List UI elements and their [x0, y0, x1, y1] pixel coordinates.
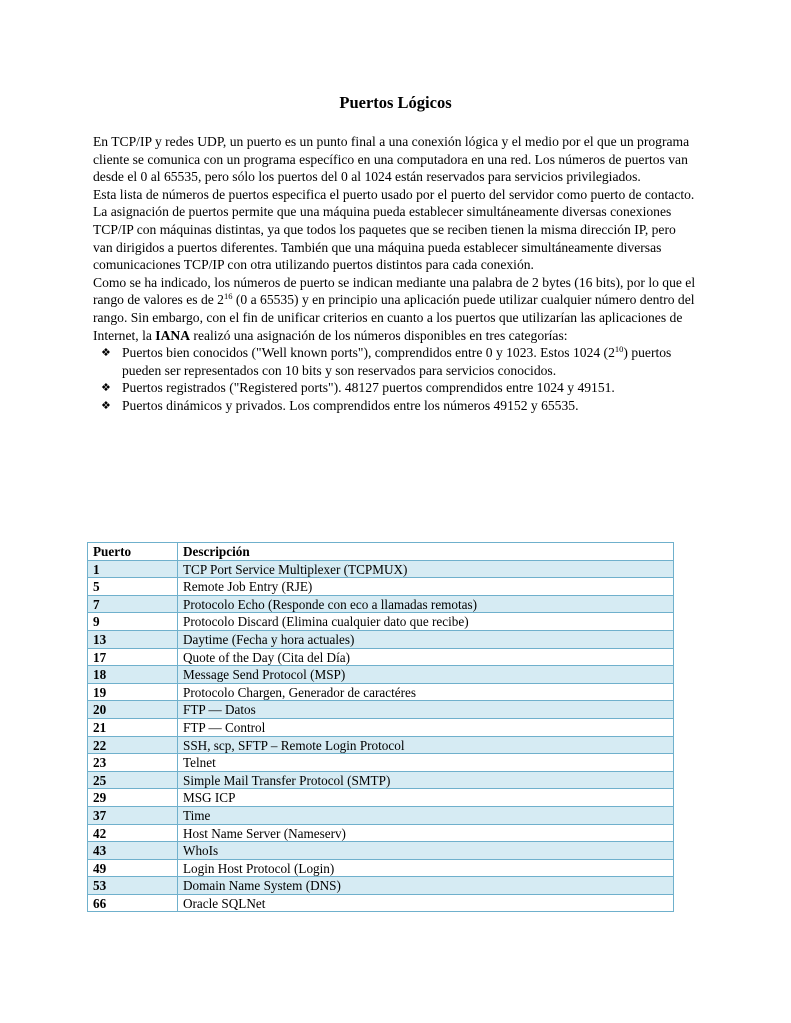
- port-description-cell: Remote Job Entry (RJE): [178, 578, 674, 596]
- port-number-cell: 18: [88, 666, 178, 684]
- diamond-bullet-icon: ❖: [101, 398, 111, 412]
- table-row: [88, 683, 674, 701]
- port-number-cell: 13: [88, 630, 178, 648]
- port-number-cell: 37: [88, 806, 178, 824]
- table-row: [88, 842, 674, 860]
- p4-text-end: realizó una asignación de los números disponibles en tres categorías:: [190, 327, 568, 343]
- port-number-cell: 43: [88, 842, 178, 860]
- port-description-cell: Daytime (Fecha y hora actuales): [178, 630, 674, 648]
- table-row: [88, 824, 674, 842]
- port-description-cell: Quote of the Day (Cita del Día): [178, 648, 674, 666]
- table-row: [88, 771, 674, 789]
- bullet-1-text-start: Puertos bien conocidos ("Well known ports"), comprendidos entre 0 y 1023. Estos 1024 (2: [122, 345, 615, 361]
- port-description-cell: Login Host Protocol (Login): [178, 859, 674, 877]
- diamond-bullet-icon: ❖: [101, 381, 111, 395]
- p4-text-middle: (0 a 65535) y en principio una aplicación puede utilizar cualquier número dentro del rango. Sin embargo, con el fin de unificar criterios en cuanto a los puertos que utilizarían las aplicaciones de Internet, la: [93, 292, 695, 343]
- port-number-cell: 29: [88, 789, 178, 807]
- header-puerto: Puerto: [88, 543, 178, 561]
- port-number-cell: 5: [88, 578, 178, 596]
- port-description-cell: Protocolo Echo (Responde con eco a llamadas remotas): [178, 595, 674, 613]
- port-number-cell: 1: [88, 560, 178, 578]
- port-number-cell: 42: [88, 824, 178, 842]
- port-number-cell: 22: [88, 736, 178, 754]
- table-row: [88, 666, 674, 684]
- table-header-row: [88, 543, 674, 561]
- table-row: [88, 560, 674, 578]
- intro-paragraph-3: La asignación de puertos permite que una máquina pueda establecer simultáneamente diversas conexiones TCP/IP con máquinas distintas, ya que todos los paquetes que se reciben tienen la misma dirección IP, pero van dirigidos a puertos diferentes. También que una máquina pueda establecer simultáneamente diversas comunicaciones TCP/IP con otra utilizando puertos distintos para cada conexión.: [93, 204, 676, 273]
- list-item: [93, 379, 697, 397]
- table-row: [88, 648, 674, 666]
- bullet-1-exponent: 10: [614, 344, 624, 355]
- intro-paragraph-1: En TCP/IP y redes UDP, un puerto es un punto final a una conexión lógica y el medio por el que un programa cliente se comunica con un programa específico en una computadora en una red. Los números de puertos van desde el 0 al 65535, pero sólo los puertos del 0 al 1024 están reservados para servicios privilegiados.: [93, 134, 690, 185]
- port-description-cell: Protocolo Discard (Elimina cualquier dato que recibe): [178, 613, 674, 631]
- table-row: [88, 701, 674, 719]
- intro-paragraph-2: Esta lista de números de puertos especifica el puerto usado por el puerto del servidor como puerto de contacto.: [93, 186, 695, 202]
- port-number-cell: 53: [88, 877, 178, 895]
- port-number-cell: 20: [88, 701, 178, 719]
- table-row: [88, 789, 674, 807]
- list-item: [93, 397, 697, 415]
- port-description-cell: MSG ICP: [178, 789, 674, 807]
- p4-text-start: Como se ha indicado, los números de puerto se indican mediante una palabra de 2 bytes (16 bits), por lo que el rango de valores es de 2: [93, 274, 696, 308]
- table-row: [88, 859, 674, 877]
- table-row: [88, 806, 674, 824]
- bullet-1-text-end: ) puertos pueden ser representados con 10 bits y son reservados para servicios conocidos.: [122, 345, 672, 378]
- port-description-cell: WhoIs: [178, 842, 674, 860]
- table-body: [88, 560, 674, 912]
- port-number-cell: 66: [88, 894, 178, 912]
- table-row: [88, 613, 674, 631]
- bullet-2-text: Puertos registrados ("Registered ports"). 48127 puertos comprendidos entre 1024 y 49151.: [122, 380, 615, 396]
- port-description-cell: Protocolo Chargen, Generador de caractéres: [178, 683, 674, 701]
- port-description-cell: Simple Mail Transfer Protocol (SMTP): [178, 771, 674, 789]
- port-description-cell: Time: [178, 806, 674, 824]
- port-number-cell: 25: [88, 771, 178, 789]
- table-row: [88, 630, 674, 648]
- category-list: [93, 344, 697, 414]
- port-description-cell: SSH, scp, SFTP – Remote Login Protocol: [178, 736, 674, 754]
- iana-bold: IANA: [155, 327, 191, 343]
- table-row: [88, 894, 674, 912]
- port-number-cell: 17: [88, 648, 178, 666]
- table-row: [88, 578, 674, 596]
- header-descripcion: Descripción: [178, 543, 674, 561]
- port-number-cell: 23: [88, 754, 178, 772]
- port-number-cell: 9: [88, 613, 178, 631]
- port-description-cell: Message Send Protocol (MSP): [178, 666, 674, 684]
- page-title: Puertos Lógicos: [339, 93, 452, 112]
- table-row: [88, 595, 674, 613]
- port-number-cell: 21: [88, 718, 178, 736]
- intro-paragraph-4: [93, 274, 697, 344]
- port-description-cell: Oracle SQLNet: [178, 894, 674, 912]
- port-description-cell: Telnet: [178, 754, 674, 772]
- port-description-cell: TCP Port Service Multiplexer (TCPMUX): [178, 560, 674, 578]
- diamond-bullet-icon: ❖: [101, 346, 111, 360]
- port-number-cell: 7: [88, 595, 178, 613]
- port-description-cell: Host Name Server (Nameserv): [178, 824, 674, 842]
- port-description-cell: FTP — Datos: [178, 701, 674, 719]
- list-item: [93, 344, 697, 379]
- port-number-cell: 19: [88, 683, 178, 701]
- port-number-cell: 49: [88, 859, 178, 877]
- table-row: [88, 877, 674, 895]
- port-description-cell: FTP — Control: [178, 718, 674, 736]
- table-row: [88, 754, 674, 772]
- table-row: [88, 736, 674, 754]
- bullet-3-text: Puertos dinámicos y privados. Los comprendidos entre los números 49152 y 65535.: [122, 397, 579, 413]
- port-description-cell: Domain Name System (DNS): [178, 877, 674, 895]
- body-text: [93, 133, 697, 415]
- p4-exponent: 16: [223, 291, 233, 302]
- ports-table: [87, 542, 674, 912]
- table-row: [88, 718, 674, 736]
